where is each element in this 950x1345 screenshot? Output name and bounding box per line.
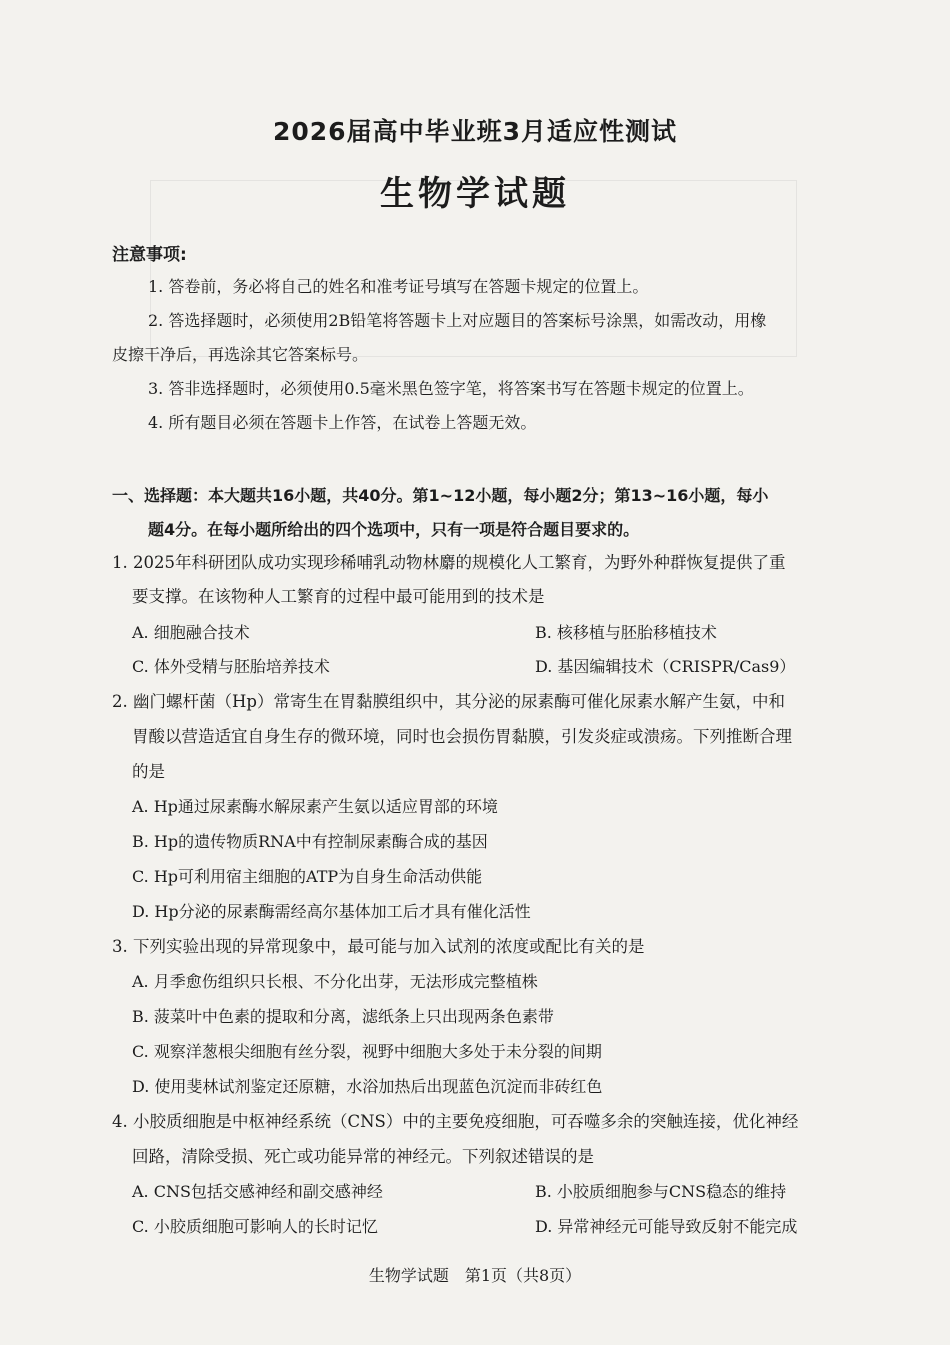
question-2-option-d: D. Hp分泌的尿素酶需经高尔基体加工后才具有催化活性 <box>132 902 531 921</box>
question-4-option-b: B. 小胶质细胞参与CNS稳态的维持 <box>535 1182 787 1201</box>
question-4-option-d: D. 异常神经元可能导致反射不能完成 <box>535 1217 798 1236</box>
question-2-option-b: B. Hp的遗传物质RNA中有控制尿素酶合成的基因 <box>132 832 488 851</box>
question-2-stem: 的是 <box>132 762 165 781</box>
note-item: 4. 所有题目必须在答题卡上作答，在试卷上答题无效。 <box>148 413 537 432</box>
note-item: 1. 答卷前，务必将自己的姓名和准考证号填写在答题卡规定的位置上。 <box>148 277 649 296</box>
question-2-stem: 2. 幽门螺杆菌（Hp）常寄生在胃黏膜组织中，其分泌的尿素酶可催化尿素水解产生氨，中和 <box>112 692 785 711</box>
question-2-option-c: C. Hp可利用宿主细胞的ATP为自身生命活动供能 <box>132 867 483 886</box>
question-2-stem: 胃酸以营造适宜自身生存的微环境，同时也会损伤胃黏膜，引发炎症或溃疡。下列推断合理 <box>132 727 792 746</box>
question-3-stem: 3. 下列实验出现的异常现象中，最可能与加入试剂的浓度或配比有关的是 <box>112 937 645 956</box>
page-footer: 生物学试题 第1页（共8页） <box>368 1266 582 1285</box>
question-3-option-b: B. 菠菜叶中色素的提取和分离，滤纸条上只出现两条色素带 <box>132 1007 554 1026</box>
question-3-option-a: A. 月季愈伤组织只长根、不分化出芽，无法形成完整植株 <box>132 972 538 991</box>
subject-title: 生物学试题 <box>380 174 570 214</box>
question-1-stem: 要支撑。在该物种人工繁育的过程中最可能用到的技术是 <box>132 587 545 606</box>
section-heading-cont: 题4分。在每小题所给出的四个选项中，只有一项是符合题目要求的。 <box>148 520 640 539</box>
question-1-option-b: B. 核移植与胚胎移植技术 <box>535 623 717 642</box>
question-3-option-d: D. 使用斐林试剂鉴定还原糖，水浴加热后出现蓝色沉淀而非砖红色 <box>132 1077 603 1096</box>
question-4-option-c: C. 小胶质细胞可影响人的长时记忆 <box>132 1217 378 1236</box>
question-4-option-a: A. CNS包括交感神经和副交感神经 <box>132 1182 383 1201</box>
exam-title: 2026届高中毕业班3月适应性测试 <box>273 117 677 146</box>
question-4-stem: 4. 小胶质细胞是中枢神经系统（CNS）中的主要免疫细胞，可吞噬多余的突触连接，优化神经 <box>112 1112 799 1131</box>
note-item: 3. 答非选择题时，必须使用0.5毫米黑色签字笔，将答案书写在答题卡规定的位置上。 <box>148 379 754 398</box>
question-1-option-d: D. 基因编辑技术（CRISPR/Cas9） <box>535 657 796 676</box>
question-1-option-a: A. 细胞融合技术 <box>132 623 250 642</box>
note-item: 皮擦干净后，再选涂其它答案标号。 <box>112 345 369 364</box>
question-1-option-c: C. 体外受精与胚胎培养技术 <box>132 657 330 676</box>
section-heading: 一、选择题：本大题共16小题，共40分。第1~12小题，每小题2分；第13~16小题，每小 <box>112 486 769 505</box>
question-2-option-a: A. Hp通过尿素酶水解尿素产生氨以适应胃部的环境 <box>132 797 498 816</box>
question-1-stem: 1. 2025年科研团队成功实现珍稀哺乳动物林麝的规模化人工繁育，为野外种群恢复提供了重 <box>112 553 786 572</box>
question-3-option-c: C. 观察洋葱根尖细胞有丝分裂，视野中细胞大多处于未分裂的间期 <box>132 1042 602 1061</box>
question-4-stem: 回路，清除受损、死亡或功能异常的神经元。下列叙述错误的是 <box>132 1147 594 1166</box>
note-item: 2. 答选择题时，必须使用2B铅笔将答题卡上对应题目的答案标号涂黑，如需改动，用橡 <box>148 311 767 330</box>
notes-heading: 注意事项: <box>112 245 187 265</box>
